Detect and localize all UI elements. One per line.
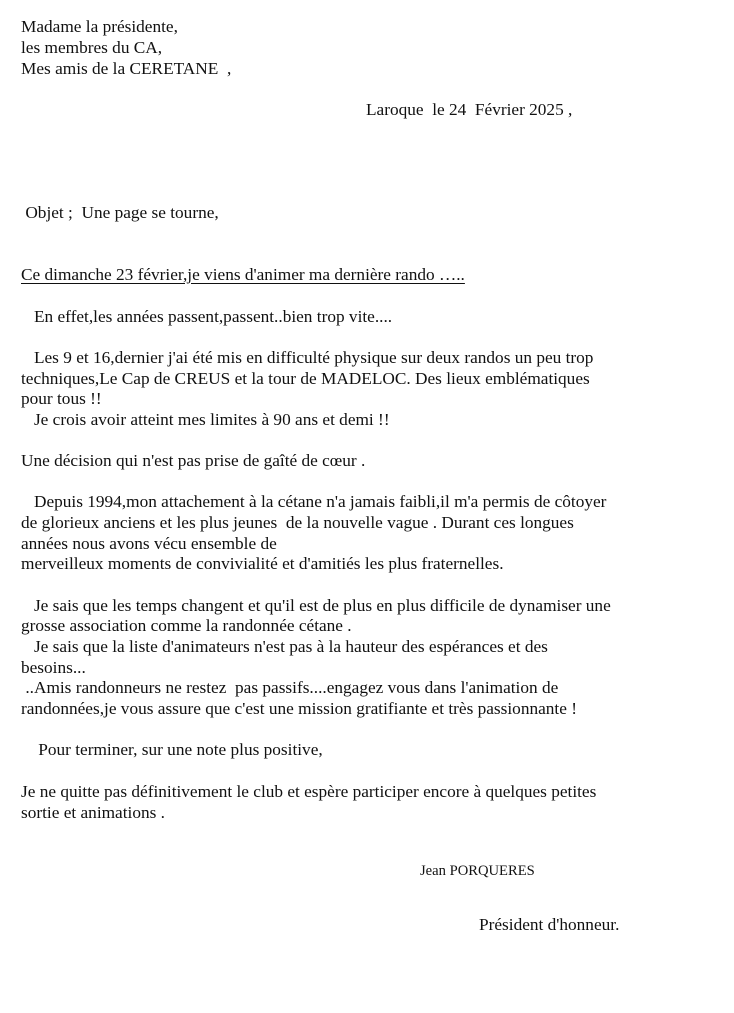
paragraph-line: années nous avons vécu ensemble de xyxy=(21,534,277,553)
place-date: Laroque le 24 Février 2025 , xyxy=(366,100,573,119)
paragraph-line: besoins... xyxy=(21,658,86,677)
signature-name: Jean PORQUERES xyxy=(420,863,535,879)
paragraph-line: Je ne quitte pas définitivement le club et espère participer encore à quelques petites xyxy=(21,782,597,801)
salutation-line: Mes amis de la CERETANE , xyxy=(21,59,232,78)
paragraph-3: Une décision qui n'est pas prise de gaîté de cœur . xyxy=(21,451,366,470)
subject-line: Objet ; Une page se tourne, xyxy=(21,203,219,222)
paragraph-line: randonnées,je vous assure que c'est une mission gratifiante et très passionnante ! xyxy=(21,699,577,718)
paragraph-line: merveilleux moments de convivialité et d'amitiés les plus fraternelles. xyxy=(21,554,504,573)
paragraph-line: grosse association comme la randonnée cétane . xyxy=(21,616,352,635)
paragraph-1: En effet,les années passent,passent..bien trop vite.... xyxy=(21,307,393,326)
signature-title: Président d'honneur. xyxy=(479,915,620,934)
paragraph-line: de glorieux anciens et les plus jeunes de la nouvelle vague . Durant ces longues xyxy=(21,513,574,532)
paragraph-line: Je crois avoir atteint mes limites à 90 ans et demi !! xyxy=(21,410,390,429)
paragraph-line: Je sais que la liste d'animateurs n'est pas à la hauteur des espérances et des xyxy=(21,637,548,656)
paragraph-6: Pour terminer, sur une note plus positive, xyxy=(21,740,323,759)
salutation-line: les membres du CA, xyxy=(21,38,163,57)
salutation-line: Madame la présidente, xyxy=(21,17,178,36)
paragraph-line: sortie et animations . xyxy=(21,803,165,822)
paragraph-line: Je sais que les temps changent et qu'il est de plus en plus difficile de dynamiser une xyxy=(21,596,611,615)
headline: Ce dimanche 23 février,je viens d'animer ma dernière rando ….. xyxy=(21,265,465,284)
paragraph-line: pour tous !! xyxy=(21,389,102,408)
paragraph-line: ..Amis randonneurs ne restez pas passifs....engagez vous dans l'animation de xyxy=(21,678,559,697)
paragraph-line: Depuis 1994,mon attachement à la cétane n'a jamais faibli,il m'a permis de côtoyer xyxy=(21,492,607,511)
paragraph-line: techniques,Le Cap de CREUS et la tour de MADELOC. Des lieux emblématiques xyxy=(21,369,590,388)
paragraph-line: Les 9 et 16,dernier j'ai été mis en difficulté physique sur deux randos un peu trop xyxy=(21,348,594,367)
